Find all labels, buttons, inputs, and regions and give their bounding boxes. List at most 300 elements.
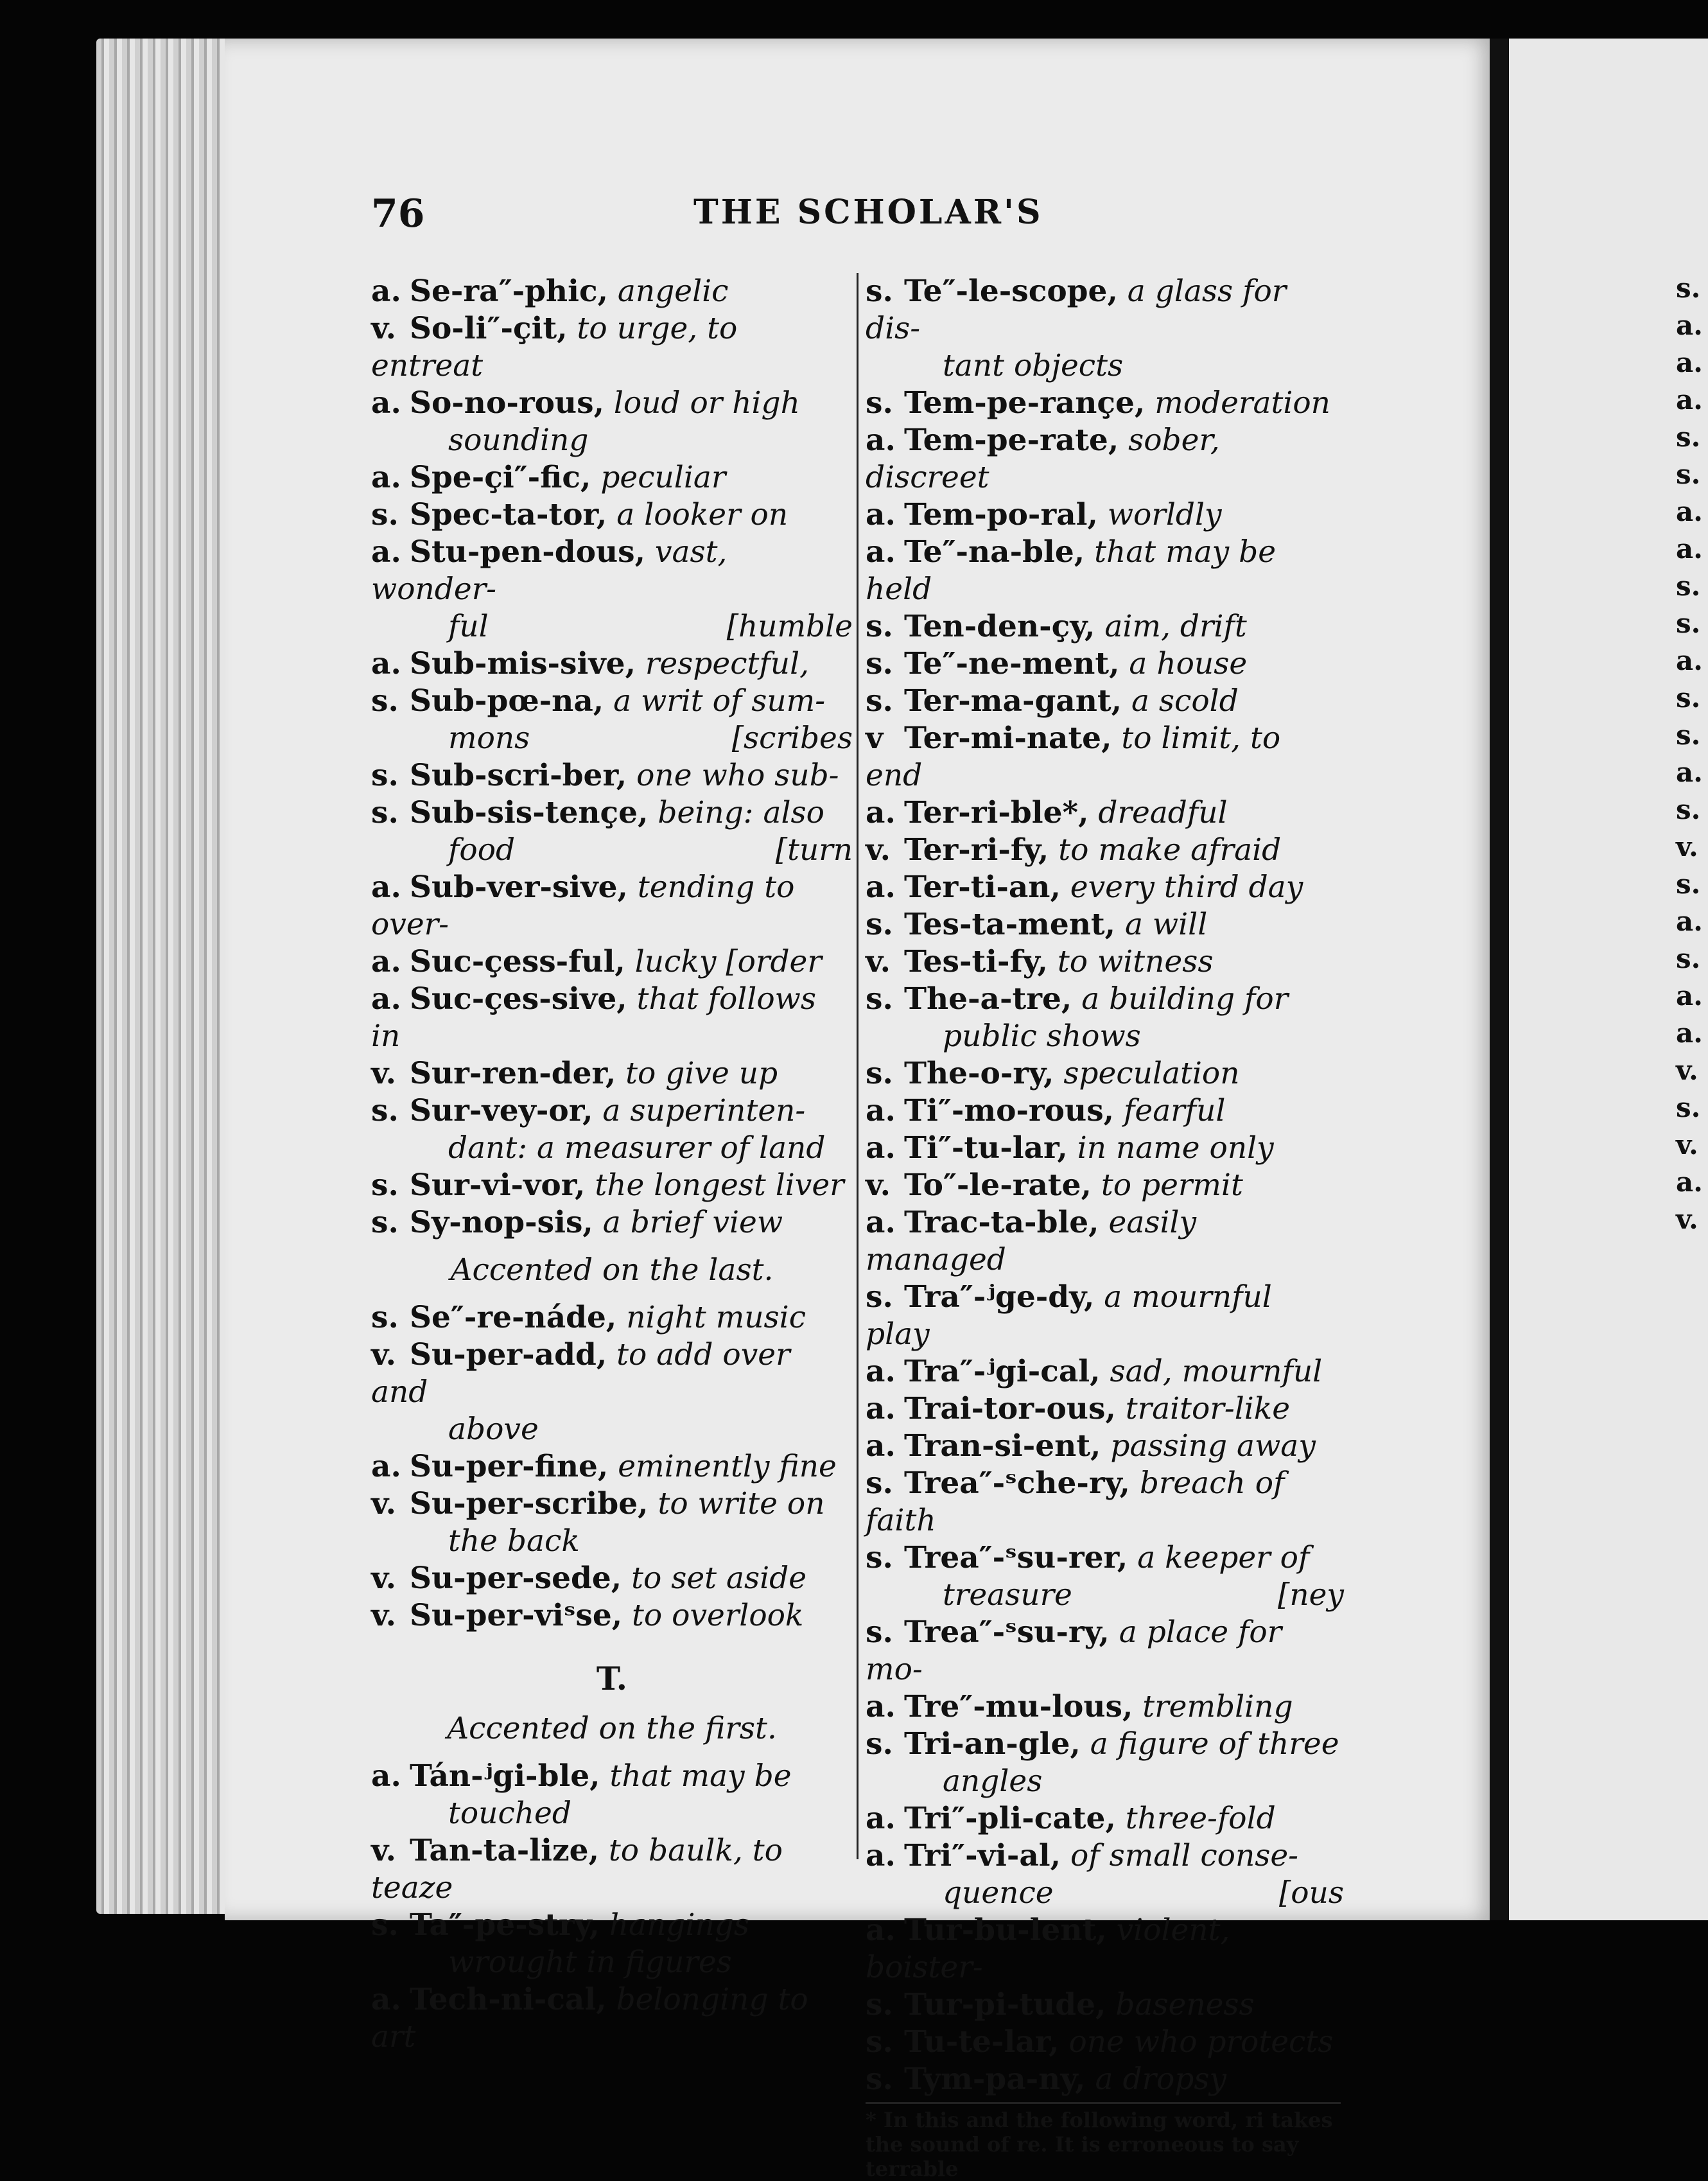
part-of-speech: v bbox=[866, 721, 884, 756]
headword: Tan-ta-lize, bbox=[410, 1833, 599, 1868]
part-of-speech: v. bbox=[371, 1337, 396, 1372]
definition: vast, wonder- bbox=[371, 534, 728, 607]
definition-continuation bbox=[371, 1523, 853, 1560]
definition: night music bbox=[626, 1300, 806, 1335]
definition-continuation bbox=[866, 1577, 1344, 1614]
part-of-speech: v. bbox=[371, 1561, 396, 1596]
part-of-speech: s. bbox=[371, 1205, 399, 1240]
dictionary-entry bbox=[866, 1428, 1344, 1465]
margin-letter: a. bbox=[1676, 906, 1703, 937]
margin-letter: a. bbox=[1676, 1017, 1703, 1049]
part-of-speech: a. bbox=[866, 870, 896, 905]
part-of-speech: v. bbox=[371, 1486, 396, 1521]
headword: Ter-ma-gant, bbox=[904, 683, 1122, 719]
definition: of small conse- bbox=[1070, 1838, 1299, 1873]
dictionary-entry bbox=[866, 981, 1344, 1018]
part-of-speech: a. bbox=[371, 534, 401, 570]
definition: a scold bbox=[1131, 683, 1239, 719]
headword: Ta″-pe-stry, bbox=[410, 1907, 600, 1943]
headword: Tem-po-ral, bbox=[904, 497, 1098, 532]
headword: Tán-ʲgi-ble, bbox=[410, 1758, 600, 1794]
dictionary-entry bbox=[866, 2061, 1344, 2098]
dictionary-entry bbox=[866, 720, 1344, 794]
headword: Tra″-ʲge-dy, bbox=[904, 1279, 1095, 1315]
part-of-speech: s. bbox=[371, 758, 399, 793]
definition: sad, mournful bbox=[1110, 1354, 1323, 1389]
definition: to urge, to entreat bbox=[371, 311, 738, 383]
definition: passing away bbox=[1110, 1428, 1316, 1464]
definition: speculation bbox=[1063, 1056, 1240, 1091]
part-of-speech: s. bbox=[866, 1466, 893, 1501]
definition: in name only bbox=[1077, 1130, 1274, 1166]
headword: Sub-pœ-na, bbox=[410, 683, 604, 719]
part-of-speech: a. bbox=[371, 646, 401, 681]
definition: aim, drift bbox=[1104, 609, 1247, 644]
dictionary-entry bbox=[371, 943, 853, 981]
headword: Ti″-mo-rous, bbox=[904, 1093, 1115, 1128]
headword: So-no-rous, bbox=[410, 385, 604, 421]
margin-letter: s. bbox=[1676, 682, 1701, 714]
headword: Te″-na-ble, bbox=[904, 534, 1085, 570]
definition: to set aside bbox=[631, 1561, 807, 1596]
headword: Se-ra″-phic, bbox=[410, 274, 608, 309]
definition-continuation bbox=[371, 608, 853, 645]
definition-continuation bbox=[371, 422, 853, 459]
dictionary-entry bbox=[371, 385, 853, 422]
definition: that may be held bbox=[866, 534, 1277, 607]
part-of-speech: s. bbox=[866, 646, 893, 681]
footnote: * In this and the following word, ri takes the sound of re. It is erroneous to say terrable bbox=[866, 2108, 1333, 2181]
part-of-speech: v. bbox=[866, 944, 891, 979]
definition: that may be bbox=[609, 1758, 792, 1794]
headword: The-a-tre, bbox=[904, 981, 1072, 1017]
part-of-speech: a. bbox=[371, 981, 401, 1017]
dictionary-entry bbox=[866, 1055, 1344, 1092]
part-of-speech: a. bbox=[866, 1205, 896, 1240]
part-of-speech: a. bbox=[866, 423, 896, 458]
margin-letter: v. bbox=[1676, 1129, 1698, 1161]
definition-continuation bbox=[866, 1875, 1344, 1912]
margin-letter: s. bbox=[1676, 943, 1701, 974]
continuation-text: above bbox=[448, 1412, 539, 1447]
part-of-speech: s. bbox=[866, 683, 893, 719]
headword: Su-per-sede, bbox=[410, 1561, 622, 1596]
book-gutter bbox=[1490, 39, 1509, 1920]
dictionary-entry bbox=[371, 1299, 853, 1336]
margin-letter: a. bbox=[1676, 980, 1703, 1012]
definition: a figure of three bbox=[1090, 1726, 1339, 1762]
headword: Spec-ta-tor, bbox=[410, 497, 607, 532]
headword: Suc-çess-ful, bbox=[410, 944, 625, 979]
dictionary-entry bbox=[371, 1336, 853, 1411]
definition: a glass for dis- bbox=[866, 274, 1287, 346]
margin-letter: v. bbox=[1676, 1055, 1698, 1086]
part-of-speech: a. bbox=[866, 1838, 896, 1873]
dictionary-entry bbox=[866, 1688, 1344, 1726]
definition: a looker on bbox=[616, 497, 789, 532]
part-of-speech: a. bbox=[371, 870, 401, 905]
margin-letter: s. bbox=[1676, 570, 1701, 602]
definition: baseness bbox=[1115, 1987, 1255, 2022]
continuation-text: treasure bbox=[943, 1577, 1072, 1613]
part-of-speech: s. bbox=[866, 1615, 893, 1650]
dictionary-entry bbox=[371, 869, 853, 943]
margin-letter: s. bbox=[1676, 421, 1701, 453]
part-of-speech: a. bbox=[866, 795, 896, 830]
margin-letter: a. bbox=[1676, 347, 1703, 378]
margin-letter: s. bbox=[1676, 719, 1701, 751]
dictionary-entry bbox=[371, 757, 853, 794]
part-of-speech: a. bbox=[866, 1913, 896, 1948]
run-over-fragment: [scribes bbox=[731, 721, 853, 756]
headword: Sur-ren-der, bbox=[410, 1056, 616, 1091]
headword: Su-per-viˢse, bbox=[410, 1598, 623, 1633]
dictionary-entry bbox=[866, 1465, 1344, 1539]
definition: tending to over- bbox=[371, 870, 795, 942]
part-of-speech: s. bbox=[371, 795, 399, 830]
dictionary-entry bbox=[866, 496, 1344, 534]
headword: So-li″-çit, bbox=[410, 311, 568, 346]
part-of-speech: a. bbox=[866, 534, 896, 570]
definition: to permit bbox=[1101, 1168, 1243, 1203]
dictionary-entry bbox=[371, 496, 853, 534]
dictionary-entry bbox=[866, 273, 1344, 347]
part-of-speech: a. bbox=[371, 944, 401, 979]
headword: Tra″-ʲgi-cal, bbox=[904, 1354, 1101, 1389]
headword: Su-per-fine, bbox=[410, 1449, 609, 1484]
section-heading: Accented on the first. bbox=[447, 1711, 777, 1746]
definition: loud or high bbox=[613, 385, 800, 421]
part-of-speech: s. bbox=[371, 683, 399, 719]
part-of-speech: a. bbox=[866, 1093, 896, 1128]
section-heading: Accented on the last. bbox=[450, 1252, 774, 1288]
left-column bbox=[371, 273, 853, 2056]
definition-continuation bbox=[866, 1763, 1344, 1800]
dictionary-entry bbox=[371, 1204, 853, 1241]
headword: To″-le-rate, bbox=[904, 1168, 1092, 1203]
dictionary-entry bbox=[371, 1832, 853, 1907]
margin-letter: a. bbox=[1676, 1166, 1703, 1198]
part-of-speech: s. bbox=[866, 1279, 893, 1315]
headword: Trea″-ˢsu-rer, bbox=[904, 1540, 1128, 1575]
definition: sober, discreet bbox=[866, 423, 1220, 495]
part-of-speech: a. bbox=[371, 385, 401, 421]
dictionary-entry bbox=[866, 1726, 1344, 1763]
running-head: THE SCHOLAR'S bbox=[693, 193, 1043, 232]
dictionary-entry bbox=[866, 385, 1344, 422]
dictionary-entry bbox=[866, 1390, 1344, 1428]
part-of-speech: s. bbox=[866, 609, 893, 644]
part-of-speech: s. bbox=[371, 1907, 399, 1943]
headword: Tur-pi-tude, bbox=[904, 1987, 1106, 2022]
dictionary-entry bbox=[371, 981, 853, 1055]
definition: worldly bbox=[1107, 497, 1222, 532]
definition: angelic bbox=[617, 274, 729, 309]
headword: Tym-pa-ny, bbox=[904, 2062, 1086, 2097]
part-of-speech: a. bbox=[371, 460, 401, 495]
dictionary-entry bbox=[371, 1448, 853, 1485]
part-of-speech: s. bbox=[866, 274, 893, 309]
continuation-text: mons bbox=[448, 721, 530, 756]
headword: Ten-den-çy, bbox=[904, 609, 1095, 644]
headword: Tu-te-lar, bbox=[904, 2024, 1059, 2060]
part-of-speech: s. bbox=[866, 1987, 893, 2022]
definition: to add over and bbox=[371, 1337, 790, 1410]
part-of-speech: v. bbox=[371, 1056, 396, 1091]
footnote-rule bbox=[866, 2102, 1341, 2104]
definition: easily managed bbox=[866, 1205, 1197, 1277]
part-of-speech: s. bbox=[866, 981, 893, 1017]
run-over-fragment: [humble bbox=[726, 609, 853, 644]
part-of-speech: v. bbox=[371, 1598, 396, 1633]
letter-heading: T. bbox=[596, 1660, 628, 1697]
definition: to overlook bbox=[632, 1598, 804, 1633]
part-of-speech: s. bbox=[866, 385, 893, 421]
definition-continuation bbox=[371, 1130, 853, 1167]
definition: one who protects bbox=[1068, 2024, 1334, 2060]
book-page-edges bbox=[96, 39, 238, 1914]
margin-letter: a. bbox=[1676, 310, 1703, 341]
headword: Tes-ta-ment, bbox=[904, 907, 1115, 942]
part-of-speech: a. bbox=[866, 1391, 896, 1426]
dictionary-entry bbox=[866, 1130, 1344, 1167]
headword: Sub-scri-ber, bbox=[410, 758, 627, 793]
run-over-fragment: [ous bbox=[1278, 1875, 1344, 1911]
headword: Tri-an-gle, bbox=[904, 1726, 1081, 1762]
definition-continuation bbox=[866, 1018, 1344, 1055]
headword: Su-per-add, bbox=[410, 1337, 607, 1372]
definition: breach of faith bbox=[866, 1466, 1285, 1538]
dictionary-entry bbox=[866, 1614, 1344, 1688]
definition: to limit, to end bbox=[866, 721, 1281, 793]
column-rule bbox=[857, 273, 858, 1859]
margin-letter: s. bbox=[1676, 608, 1701, 639]
continuation-text: the back bbox=[448, 1523, 580, 1559]
definition: to write on bbox=[658, 1486, 825, 1521]
definition-continuation bbox=[371, 1944, 853, 1981]
part-of-speech: s. bbox=[371, 1300, 399, 1335]
part-of-speech: a. bbox=[371, 1982, 401, 2017]
definition: a building for bbox=[1081, 981, 1289, 1017]
part-of-speech: s. bbox=[371, 497, 399, 532]
headword: Tem-pe-rate, bbox=[904, 423, 1119, 458]
definition: belonging to art bbox=[371, 1982, 808, 2054]
margin-letter: v. bbox=[1676, 831, 1698, 863]
dictionary-entry bbox=[371, 459, 853, 496]
dictionary-entry bbox=[371, 1758, 853, 1795]
headword: Ter-ti-an, bbox=[904, 870, 1061, 905]
definition: lucky [order bbox=[634, 944, 822, 979]
headword: Tran-si-ent, bbox=[904, 1428, 1101, 1464]
part-of-speech: v. bbox=[866, 832, 891, 868]
continuation-text: wrought in figures bbox=[448, 1945, 732, 1980]
headword: Ter-mi-nate, bbox=[904, 721, 1112, 756]
definition: to make afraid bbox=[1058, 832, 1282, 868]
continuation-text: ful bbox=[448, 609, 489, 644]
dictionary-entry bbox=[371, 534, 853, 608]
dictionary-entry bbox=[866, 683, 1344, 720]
definition-continuation bbox=[866, 347, 1344, 385]
definition-continuation bbox=[371, 832, 853, 869]
continuation-text: dant: a measurer of land bbox=[448, 1130, 826, 1166]
definition: three-fold bbox=[1125, 1801, 1276, 1836]
definition: a keeper of bbox=[1137, 1540, 1310, 1575]
part-of-speech: a. bbox=[866, 497, 896, 532]
part-of-speech: a. bbox=[866, 1428, 896, 1464]
headword: Te″-ne-ment, bbox=[904, 646, 1120, 681]
dictionary-entry bbox=[371, 1167, 853, 1204]
headword: Ter-ri-ble*, bbox=[904, 795, 1089, 830]
continuation-text: touched bbox=[448, 1796, 571, 1831]
definition: a house bbox=[1129, 646, 1248, 681]
continuation-text: quence bbox=[943, 1875, 1054, 1911]
definition: a mournful play bbox=[866, 1279, 1272, 1352]
headword: Tri″-vi-al, bbox=[904, 1838, 1061, 1873]
dictionary-entry bbox=[866, 943, 1344, 981]
headword: Trac-ta-ble, bbox=[904, 1205, 1099, 1240]
definition: violent, boister- bbox=[866, 1913, 1230, 1985]
definition-continuation bbox=[371, 720, 853, 757]
headword: Stu-pen-dous, bbox=[410, 534, 645, 570]
definition: being: also bbox=[658, 795, 824, 830]
headword: Su-per-scribe, bbox=[410, 1486, 649, 1521]
definition: eminently fine bbox=[618, 1449, 837, 1484]
dictionary-entry bbox=[866, 1800, 1344, 1837]
dictionary-entry bbox=[866, 1912, 1344, 1986]
headword: Trai-tor-ous, bbox=[904, 1391, 1116, 1426]
definition: the longest liver bbox=[595, 1168, 844, 1203]
headword: Ti″-tu-lar, bbox=[904, 1130, 1068, 1166]
part-of-speech: s. bbox=[866, 1540, 893, 1575]
dictionary-entry bbox=[371, 1485, 853, 1523]
dictionary-entry bbox=[866, 1279, 1344, 1353]
dictionary-entry bbox=[371, 1055, 853, 1092]
headword: Ter-ri-fy, bbox=[904, 832, 1049, 868]
dictionary-entry bbox=[866, 1986, 1344, 2024]
part-of-speech: v. bbox=[866, 1168, 891, 1203]
definition-continuation bbox=[371, 1411, 853, 1448]
part-of-speech: a. bbox=[866, 1130, 896, 1166]
definition: that follows in bbox=[371, 981, 816, 1054]
part-of-speech: a. bbox=[866, 1801, 896, 1836]
part-of-speech: a. bbox=[866, 1354, 896, 1389]
definition: a brief view bbox=[602, 1205, 783, 1240]
margin-letter: s. bbox=[1676, 459, 1701, 490]
definition: traitor-like bbox=[1125, 1391, 1291, 1426]
definition: to give up bbox=[625, 1056, 778, 1091]
part-of-speech: s. bbox=[371, 1168, 399, 1203]
dictionary-entry bbox=[866, 869, 1344, 906]
part-of-speech: a. bbox=[371, 274, 401, 309]
headword: Spe-çi″-fic, bbox=[410, 460, 591, 495]
dictionary-entry bbox=[866, 534, 1344, 608]
continuation-text: food bbox=[448, 832, 516, 868]
definition: a writ of sum- bbox=[613, 683, 826, 719]
headword: Sur-vey-or, bbox=[410, 1093, 593, 1128]
part-of-speech: a. bbox=[866, 1689, 896, 1724]
dictionary-entry bbox=[371, 1560, 853, 1597]
definition: one who sub- bbox=[636, 758, 839, 793]
part-of-speech: a. bbox=[371, 1758, 401, 1794]
headword: Te″-le-scope, bbox=[904, 274, 1118, 309]
dictionary-entry bbox=[866, 1353, 1344, 1390]
next-page-margin bbox=[1676, 270, 1703, 1238]
dictionary-entry bbox=[371, 683, 853, 720]
margin-letter: v. bbox=[1676, 1204, 1698, 1235]
dictionary-entry bbox=[866, 906, 1344, 943]
part-of-speech: s. bbox=[371, 1093, 399, 1128]
part-of-speech: a. bbox=[371, 1449, 401, 1484]
headword: Tre″-mu-lous, bbox=[904, 1689, 1133, 1724]
continuation-text: public shows bbox=[943, 1019, 1141, 1054]
definition: respectful, bbox=[645, 646, 810, 681]
definition: moderation bbox=[1155, 385, 1330, 421]
headword: Tes-ti-fy, bbox=[904, 944, 1048, 979]
headword: Se″-re-náde, bbox=[410, 1300, 617, 1335]
headword: The-o-ry, bbox=[904, 1056, 1054, 1091]
dictionary-entry bbox=[371, 273, 853, 310]
headword: Sub-mis-sive, bbox=[410, 646, 636, 681]
page-number: 76 bbox=[371, 191, 425, 236]
part-of-speech: v. bbox=[371, 1833, 396, 1868]
dictionary-entry bbox=[866, 422, 1344, 496]
dictionary-entry bbox=[371, 1981, 853, 2056]
dictionary-entry bbox=[371, 1907, 853, 1944]
dictionary-entry bbox=[866, 608, 1344, 645]
margin-letter: s. bbox=[1676, 1092, 1701, 1123]
definition: to baulk, to teaze bbox=[371, 1833, 783, 1905]
margin-letter: a. bbox=[1676, 645, 1703, 676]
definition: a dropsy bbox=[1095, 2062, 1227, 2097]
part-of-speech: s. bbox=[866, 1726, 893, 1762]
dictionary-entry bbox=[371, 310, 853, 385]
dictionary-entry bbox=[371, 645, 853, 683]
headword: Sy-nop-sis, bbox=[410, 1205, 593, 1240]
definition: a place for mo- bbox=[866, 1615, 1282, 1687]
margin-letter: s. bbox=[1676, 272, 1701, 304]
definition: peculiar bbox=[600, 460, 726, 495]
headword: Trea″-ˢche-ry, bbox=[904, 1466, 1130, 1501]
definition: a superinten- bbox=[602, 1093, 806, 1128]
dictionary-entry bbox=[866, 645, 1344, 683]
part-of-speech: v. bbox=[371, 311, 396, 346]
definition: a will bbox=[1124, 907, 1208, 942]
margin-letter: s. bbox=[1676, 868, 1701, 900]
headword: Sur-vi-vor, bbox=[410, 1168, 586, 1203]
headword: Suc-çes-sive, bbox=[410, 981, 627, 1017]
definition-continuation bbox=[371, 1795, 853, 1832]
part-of-speech: s. bbox=[866, 2024, 893, 2060]
continuation-text: angles bbox=[943, 1764, 1043, 1799]
part-of-speech: s. bbox=[866, 1056, 893, 1091]
definition: to witness bbox=[1057, 944, 1214, 979]
part-of-speech: s. bbox=[866, 907, 893, 942]
headword: Tech-ni-cal, bbox=[410, 1982, 607, 2017]
dictionary-entry bbox=[371, 1092, 853, 1130]
definition: fearful bbox=[1123, 1093, 1226, 1128]
continuation-text: tant objects bbox=[943, 348, 1124, 383]
definition: hangings bbox=[609, 1907, 749, 1943]
headword: Sub-ver-sive, bbox=[410, 870, 628, 905]
margin-letter: a. bbox=[1676, 533, 1703, 565]
dictionary-entry bbox=[371, 1597, 853, 1634]
margin-letter: s. bbox=[1676, 794, 1701, 825]
definition: every third day bbox=[1070, 870, 1303, 905]
dictionary-entry bbox=[866, 1167, 1344, 1204]
dictionary-entry bbox=[866, 1837, 1344, 1875]
headword: Trea″-ˢsu-ry, bbox=[904, 1615, 1110, 1650]
dictionary-entry bbox=[866, 832, 1344, 869]
